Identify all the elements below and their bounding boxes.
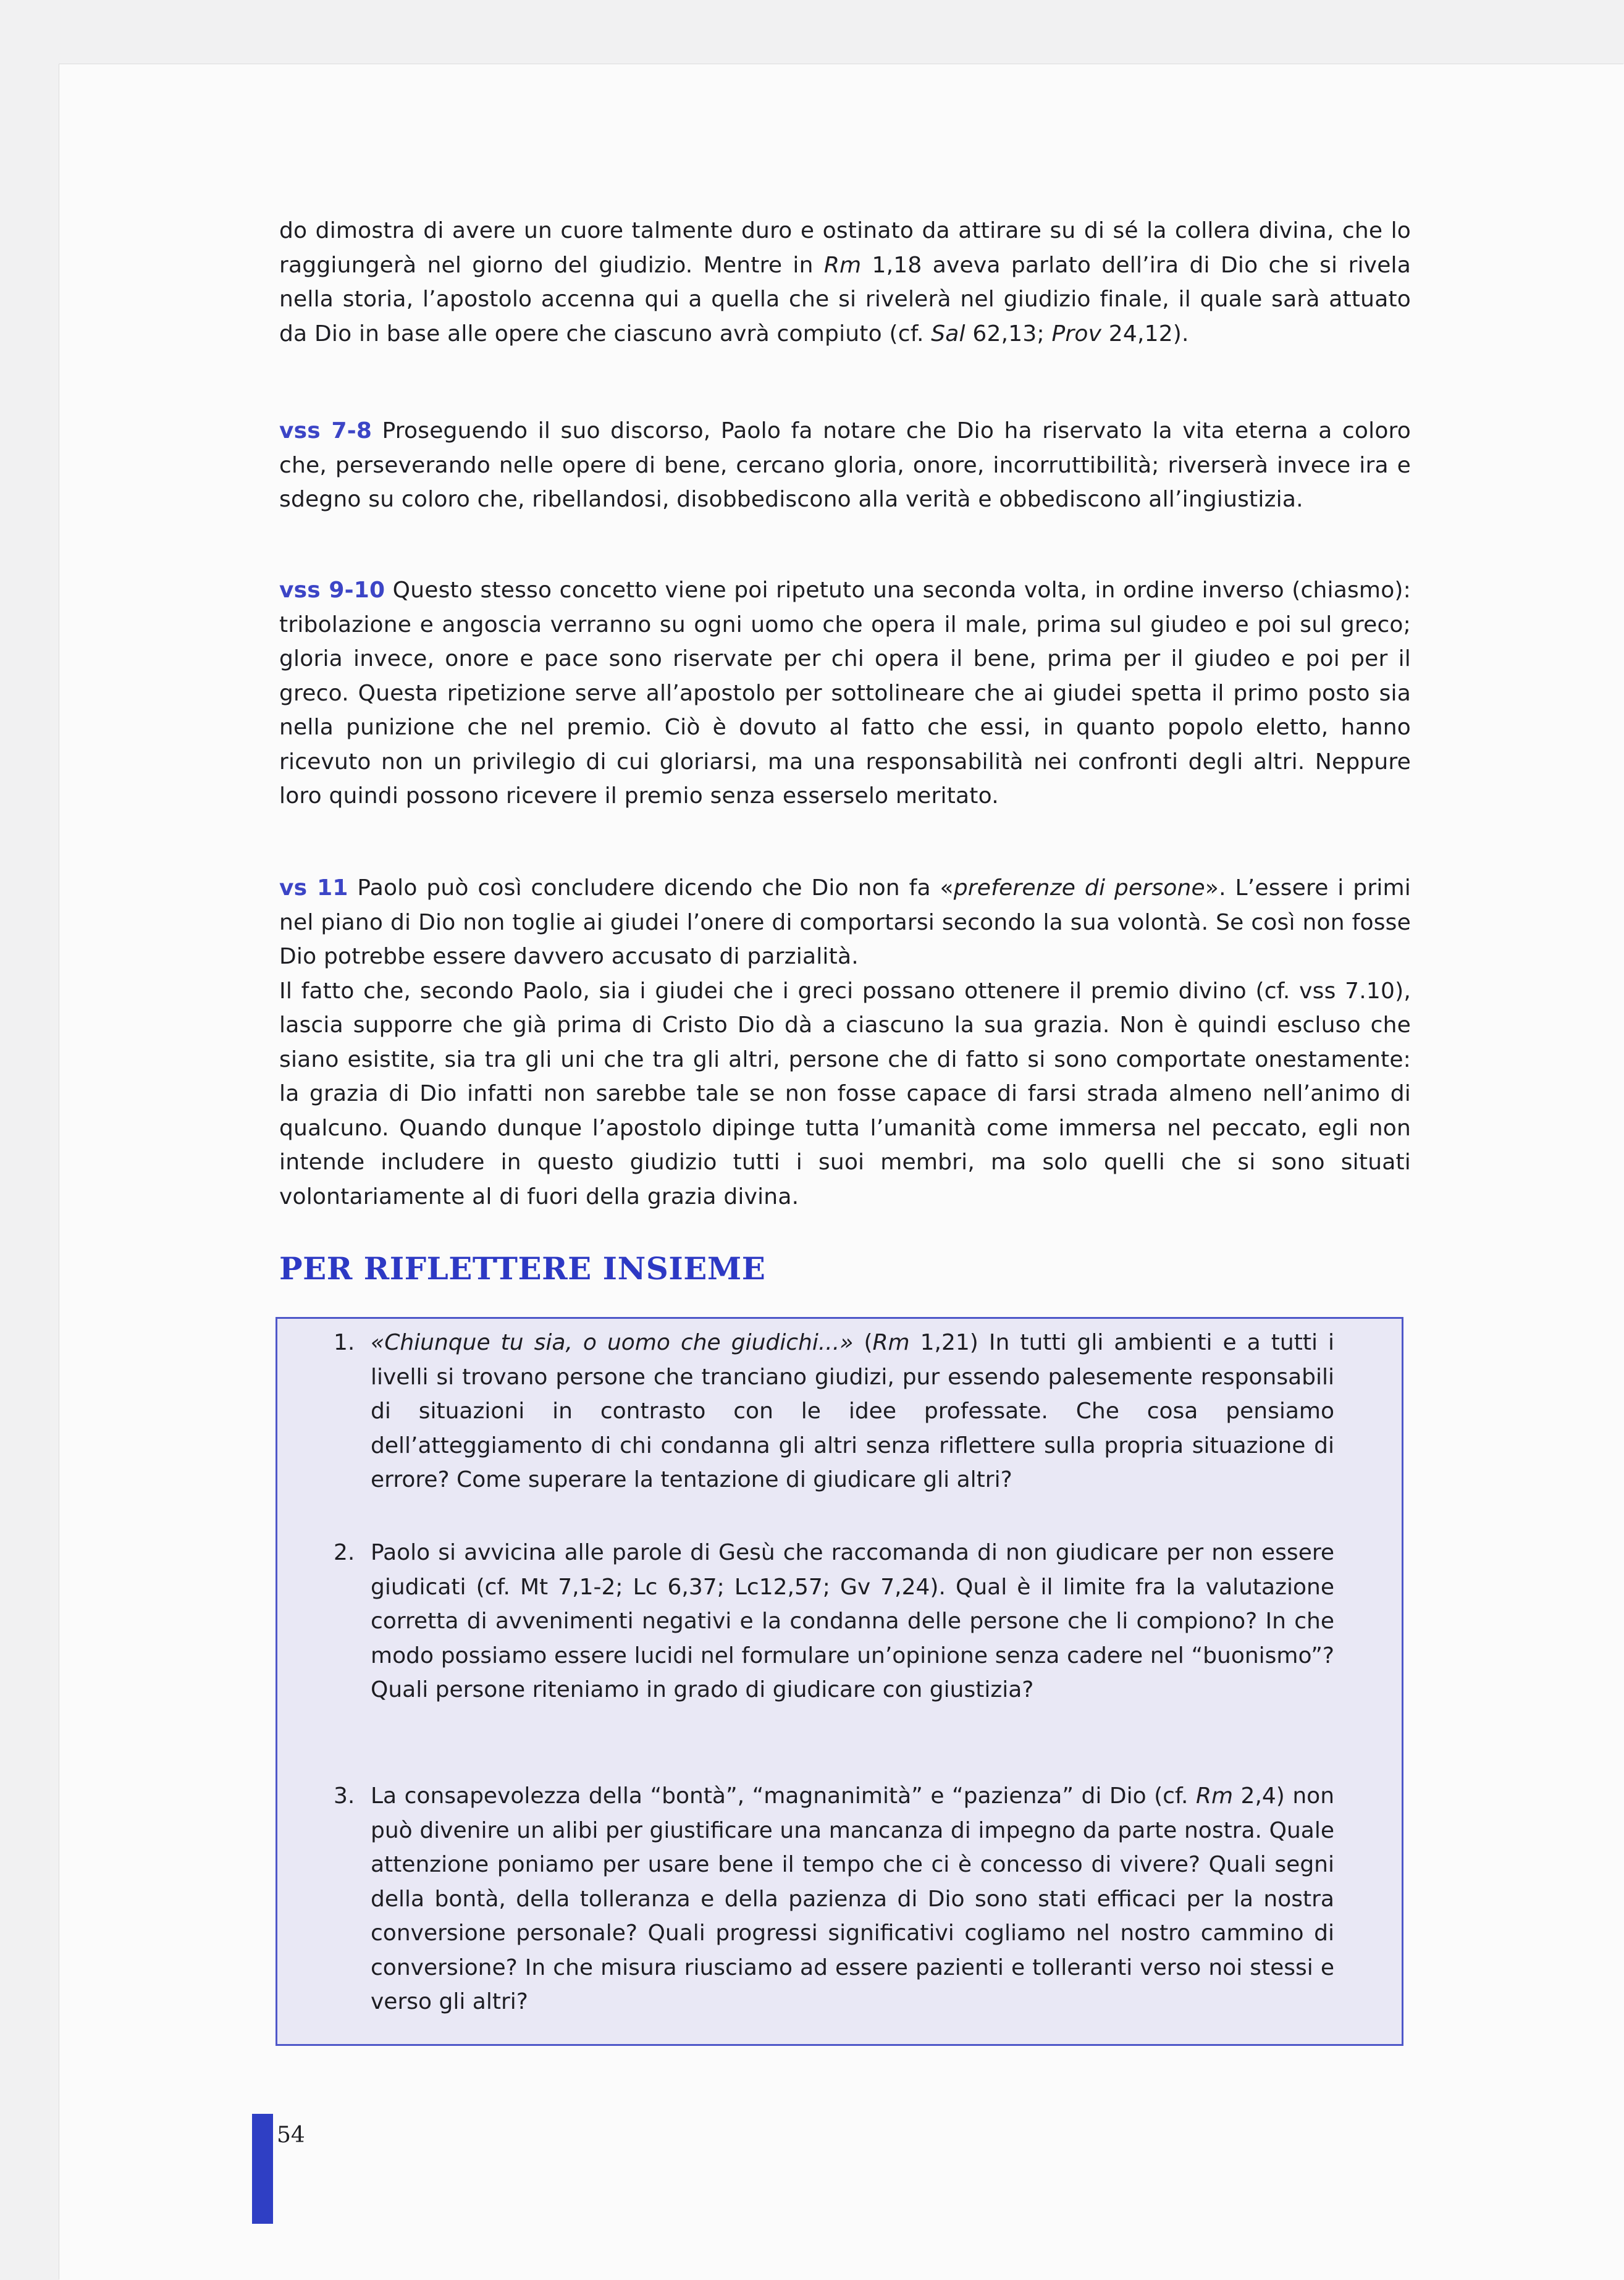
page-edge-marker (252, 2114, 273, 2224)
page-number: 54 (277, 2122, 305, 2148)
question-text: ( (853, 1330, 873, 1355)
question-number: 2. (334, 1540, 355, 1565)
book-reference: Rm (823, 252, 862, 278)
section-heading: PER RIFLETTERE INSIEME (279, 1250, 766, 1287)
paragraph-text: do dimostra di avere un cuore talmente duro e ostinato da attirare su di sé la collera divina, che lo raggiungerà nel giorno del giudizio. Mentre in (279, 218, 1411, 278)
quoted-phrase: «Chiunque tu sia, o uomo che giudichi...» (371, 1330, 854, 1355)
question-text: La consapevolezza della “bontà”, “magnanimità” e “pazienza” di Dio (cf. (371, 1783, 1196, 1809)
question-item (334, 1779, 1335, 2019)
book-reference: Prov (1051, 321, 1102, 347)
question-text: 2,4) non può divenire un alibi per giustificare una mancanza di impegno da parte nostra. Quale attenzione poniamo per usare bene il tempo che ci è concesso di vivere? Quali segni della bontà, della tolleranza e della pazienza di Dio sono stati efficaci per la nostra conversione personale? Quali progressi significativi cogliamo nel nostro cammino di conversione? In che misura riusciamo ad essere pazienti e tolleranti verso noi stessi e verso gli altri? (371, 1783, 1335, 2014)
paragraph-vss-7-8 (279, 414, 1411, 517)
book-reference: Rm (1195, 1783, 1234, 1809)
verse-label: vss 7-8 (279, 418, 372, 444)
question-item (334, 1536, 1334, 1707)
question-number: 3. (334, 1783, 355, 1809)
question-item (334, 1326, 1334, 1497)
quoted-phrase: preferenze di persone (953, 875, 1205, 901)
book-reference: Sal (931, 321, 966, 347)
paragraph-text: 1,18 aveva parlato dell’ira di Dio che si rivela nella storia, l’apostolo accenna qui a quella che si rivelerà nel giudizio finale, il quale sarà attuato da Dio in base alle opere che ciascuno avrà compiuto (cf. (279, 252, 1412, 347)
paragraph-text: 24,12). (1101, 321, 1189, 347)
verse-label: vss 9-10 (279, 578, 385, 603)
paragraph-text: Il fatto che, secondo Paolo, sia i giudei che i greci possano ottenere il premio divino (cf. vss 7.10), lascia supporre che già prima di Cristo Dio dà a ciascuno la sua grazia. Non è quindi escluso che siano esistite, sia tra gli uni che tra gli altri, persone che di fatto si sono comportate onestamente: la grazia di Dio infatti non sarebbe tale se non fosse capace di farsi strada almeno nell’animo di qualcuno. Quando dunque l’apostolo dipinge tutta l’umanità come immersa nel peccato, egli non intende includere in questo giudizio tutti i suoi membri, ma solo quelli che si sono situati volontariamente al di fuori della grazia divina. (279, 978, 1411, 1209)
question-text: 1,21) In tutti gli ambienti e a tutti i livelli si trovano persone che tranciano giudizi, pur essendo palesemente responsabili di situazioni in contrasto con le idee professate. Che cosa pensiamo dell’atteggiamento di chi condanna gli altri senza riflettere sulla propria situazione di errore? Come superare la tentazione di giudicare gli altri? (371, 1330, 1334, 1492)
question-text: Paolo si avvicina alle parole di Gesù che raccomanda di non giudicare per non essere giudicati (cf. Mt 7,1-2; Lc 6,37; Lc12,57; Gv 7,24). Qual è il limite fra la valutazione corretta di avvenimenti negativi e la condanna delle persone che li compiono? In che modo possiamo essere lucidi nel formulare un’opinione senza cadere nel “buonismo”? Quali persone riteniamo in grado di giudicare con giustizia? (371, 1540, 1334, 1702)
book-reference: Rm (872, 1330, 910, 1355)
paragraph-text: ». L’essere i primi nel piano di Dio non toglie ai giudei l’onere di comportarsi secondo la sua volontà. Se così non fosse Dio potrebbe essere davvero accusato di parzialità. (279, 875, 1411, 969)
paragraph-vss-9-10 (279, 573, 1411, 814)
paragraph-text: Proseguendo il suo discorso, Paolo fa notare che Dio ha riservato la vita eterna a coloro che, perseverando nelle opere di bene, cercano gloria, onore, incorruttibilità; riverserà invece ira e sdegno su coloro che, ribellandosi, disobbediscono alla verità e obbediscono all’ingiustizia. (279, 418, 1411, 512)
paragraph-text: 62,13; (965, 321, 1052, 347)
question-number: 1. (334, 1330, 355, 1355)
paragraph-text: Paolo può così concludere dicendo che Dio non fa « (348, 875, 954, 901)
verse-label: vs 11 (279, 875, 348, 901)
paragraph-vs-11 (279, 871, 1411, 1214)
paragraph-intro (279, 214, 1411, 351)
paragraph-text: Questo stesso concetto viene poi ripetuto una seconda volta, in ordine inverso (chiasmo): tribolazione e angoscia verranno su ogni uomo che opera il male, prima sul giudeo e poi sul greco; gloria invece, onore e pace sono riservate per chi opera il bene, prima per il giudeo e poi per il greco. Questa ripetizione serve all’apostolo per sottolineare che ai giudei spetta il primo posto sia nella punizione che nel premio. Ciò è dovuto al fatto che essi, in quanto popolo eletto, hanno ricevuto non un privilegio di cui gloriarsi, ma una responsabilità nei confronti degli altri. Neppure loro quindi possono ricevere il premio senza esserselo meritato. (279, 578, 1412, 809)
